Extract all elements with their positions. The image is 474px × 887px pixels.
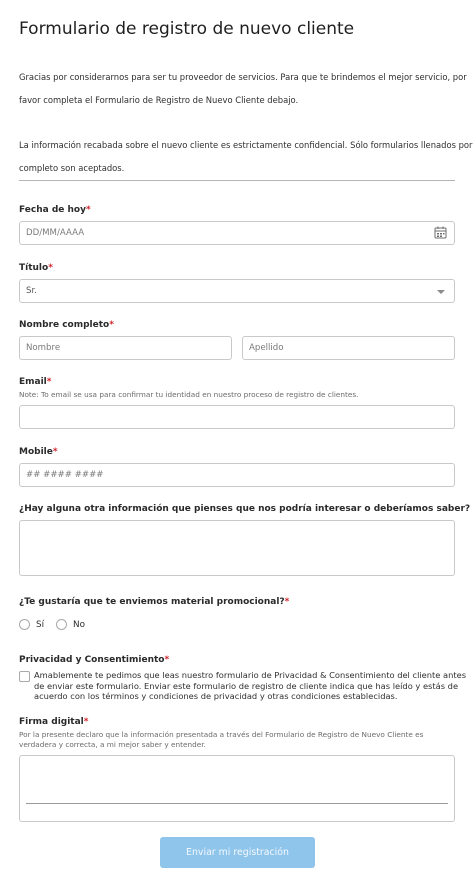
required-marker: * bbox=[164, 655, 170, 665]
title-select[interactable] bbox=[19, 279, 455, 303]
required-marker: * bbox=[85, 205, 91, 215]
title-label bbox=[19, 263, 53, 273]
required-marker: * bbox=[109, 320, 114, 330]
date-placeholder: DD/MM/AAAA bbox=[26, 228, 85, 238]
header-divider bbox=[19, 180, 455, 181]
required-marker: * bbox=[52, 447, 58, 457]
signature-note: Por la presente declaro que la información presentada a través del Formulario de Registro de Nuevo Cliente es verdadera y correcta, a mi mejor saber y entender. bbox=[19, 730, 424, 749]
privacy-checkbox[interactable] bbox=[19, 671, 30, 682]
date-input[interactable] bbox=[19, 221, 455, 245]
page-title: Formulario de registro de nuevo cliente bbox=[19, 19, 355, 39]
required-marker: * bbox=[46, 377, 52, 387]
title-label-text: Título bbox=[19, 263, 49, 273]
calendar-icon[interactable] bbox=[434, 226, 447, 239]
radio-yes[interactable] bbox=[19, 619, 30, 630]
required-marker: * bbox=[83, 717, 89, 727]
confidentiality-line: La información recabada sobre el nuevo cliente es estrictamente confidencial. Sólo formularios llenados por bbox=[19, 140, 473, 150]
signature-pad[interactable] bbox=[19, 755, 455, 822]
chevron-down-icon[interactable] bbox=[437, 290, 445, 294]
other-info-label: ¿Hay alguna otra información que pienses que nos podría interesar o deberíamos saber? bbox=[19, 504, 471, 514]
radio-no[interactable] bbox=[56, 619, 67, 630]
title-selected-value: Sr. bbox=[26, 286, 37, 296]
submit-button[interactable]: Enviar mi registración bbox=[160, 837, 315, 868]
mobile-placeholder: ## #### #### bbox=[26, 470, 104, 480]
promo-option-yes[interactable] bbox=[19, 619, 44, 630]
consent-line: de enviar este formulario. Enviar este formulario de registro de cliente indica que has leído y estás de bbox=[34, 680, 459, 691]
signature-baseline bbox=[26, 803, 448, 804]
mobile-label bbox=[19, 447, 58, 457]
privacy-label-text: Privacidad y Consentimiento bbox=[19, 655, 165, 665]
last-name-input[interactable] bbox=[242, 336, 455, 360]
email-note: Note: To email se usa para confirmar tu identidad en nuestro proceso de registro de clientes. bbox=[19, 390, 359, 399]
fullname-label bbox=[19, 320, 114, 330]
email-label bbox=[19, 377, 52, 387]
privacy-consent-text bbox=[34, 670, 467, 702]
last-name-placeholder: Apellido bbox=[249, 343, 284, 353]
promo-option-no[interactable] bbox=[56, 619, 85, 630]
email-input[interactable] bbox=[19, 405, 455, 429]
promo-label-text: ¿Te gustaría que te enviemos material promocional? bbox=[19, 597, 285, 607]
radio-no-label: No bbox=[73, 619, 85, 630]
date-label-text: Fecha de hoy bbox=[19, 205, 86, 215]
mobile-label-text: Mobile bbox=[19, 447, 53, 457]
email-label-text: Email bbox=[19, 377, 47, 387]
privacy-label bbox=[19, 655, 169, 665]
intro-text bbox=[19, 66, 467, 111]
other-info-textarea[interactable] bbox=[19, 520, 455, 576]
confidentiality-line: completo son aceptados. bbox=[19, 162, 125, 173]
radio-yes-label: Sí bbox=[36, 619, 45, 630]
signature-label bbox=[19, 717, 89, 727]
fullname-label-text: Nombre completo bbox=[19, 320, 110, 330]
required-marker: * bbox=[284, 597, 290, 607]
consent-line: acuerdo con los términos y condiciones de privacidad y otras condiciones establecidas. bbox=[34, 691, 398, 701]
confidentiality-text bbox=[19, 134, 473, 179]
required-marker: * bbox=[48, 263, 53, 273]
intro-line: favor completa el Formulario de Registro de Nuevo Cliente debajo. bbox=[19, 94, 299, 105]
date-label bbox=[19, 205, 91, 215]
first-name-input[interactable] bbox=[19, 336, 232, 360]
consent-line: Amablemente te pedimos que leas nuestro formulario de Privacidad & Consentimiento del cliente antes bbox=[34, 670, 467, 680]
promo-label bbox=[19, 597, 289, 607]
intro-line: Gracias por considerarnos para ser tu proveedor de servicios. Para que te brindemos el mejor servicio, por bbox=[19, 72, 467, 82]
first-name-placeholder: Nombre bbox=[26, 343, 61, 353]
signature-label-text: Firma digital bbox=[19, 717, 84, 727]
mobile-input[interactable] bbox=[19, 463, 455, 487]
